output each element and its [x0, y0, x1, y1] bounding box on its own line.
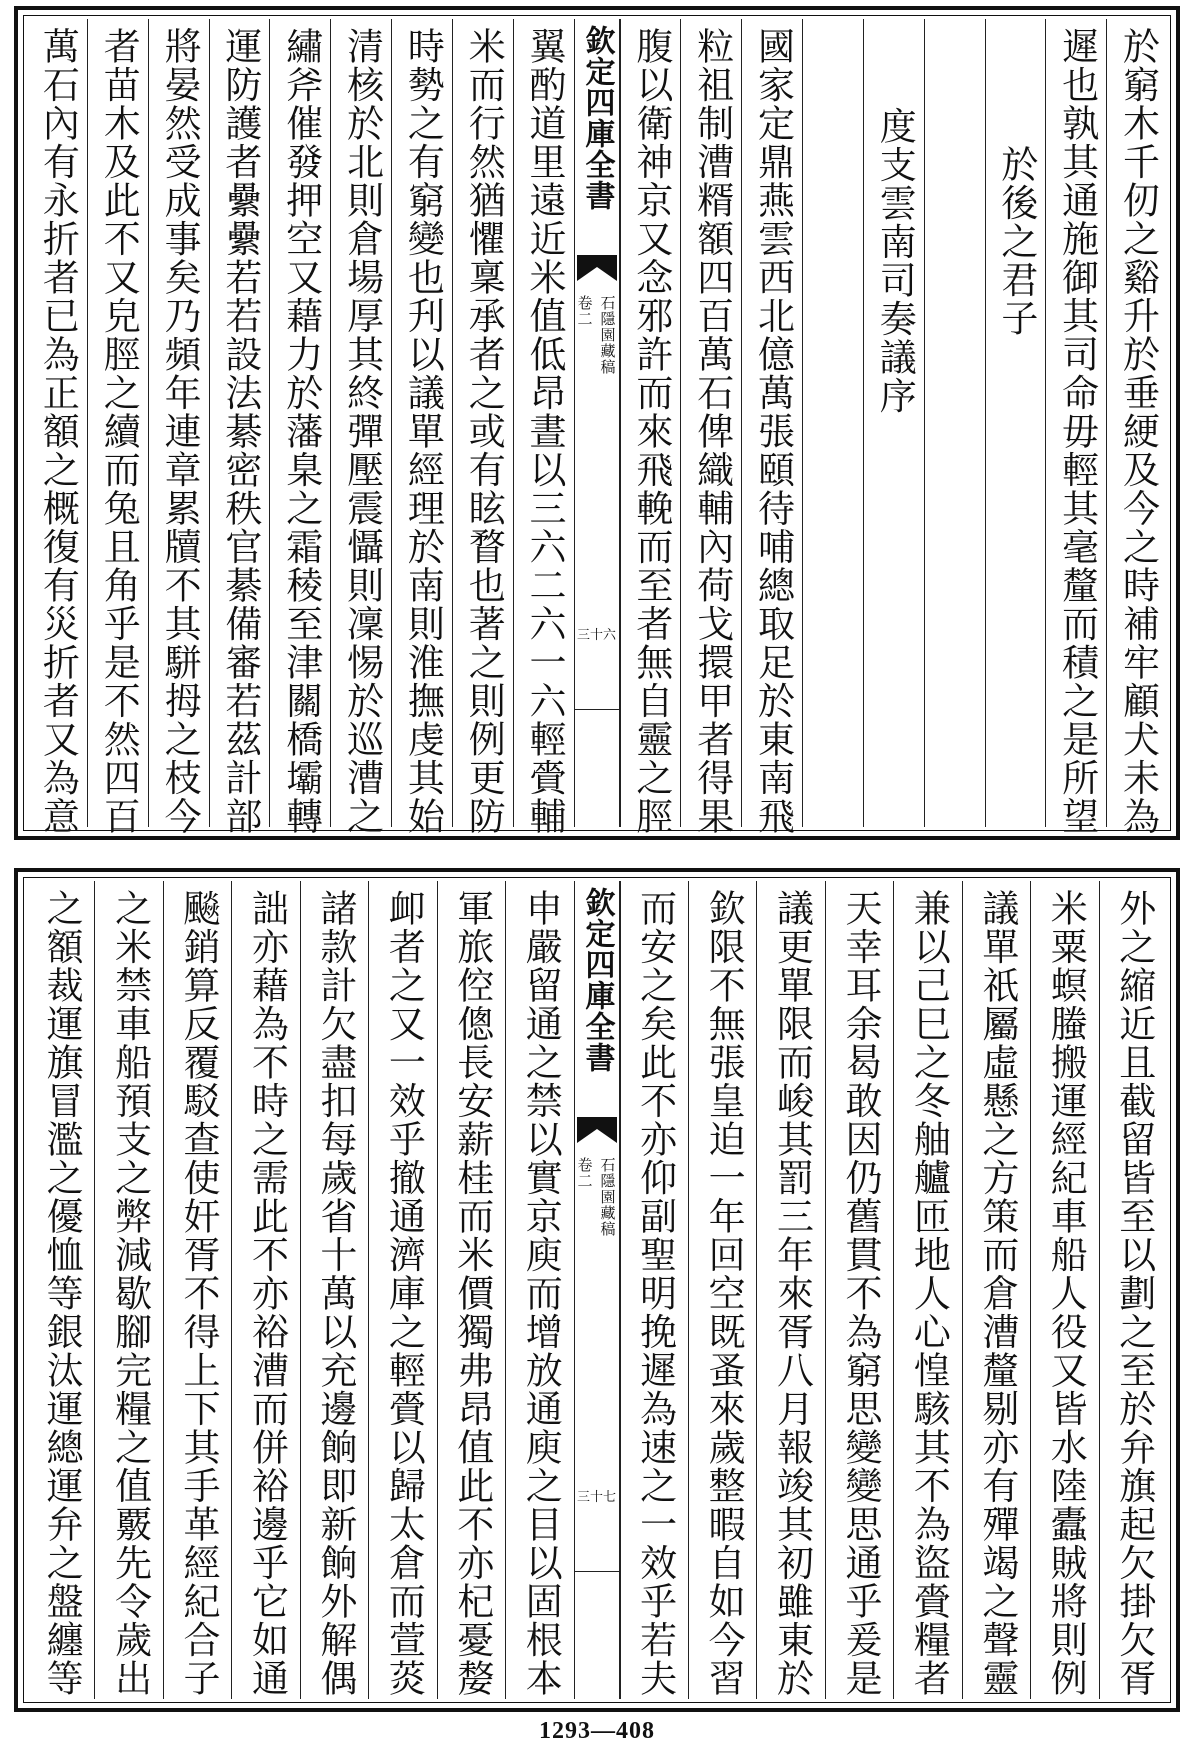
column-text: 諸款計欠盡扣每歲省十萬以充邊餉即新餉外解偶 — [313, 889, 357, 1698]
volume-label: 卷二 — [575, 1157, 594, 1189]
column-text: 米而行然猶懼稟承者之或有眩瞀也著之則例更防 — [462, 27, 506, 836]
page-top — [14, 6, 1180, 840]
page-top-columns — [27, 19, 1167, 836]
column-text: 翼酌道里遠近米值低昂晝以三六二六一六輕賫輔 — [523, 27, 567, 836]
text-column — [620, 19, 681, 836]
text-column — [269, 19, 330, 836]
column-text: 飈銷算反覆駁查使奸胥不得上下其手革經紀合子 — [177, 889, 221, 1698]
column-text: 之米禁車船預支之弊減歇腳完糧之值覈先令歲出 — [108, 889, 152, 1698]
text-column — [368, 881, 436, 1699]
text-column — [1106, 19, 1167, 836]
column-text: 腹以衛神京又念邪許而來飛輓而至者無自靈之脛 — [629, 27, 673, 836]
column-text: 於窮木千仞之谿升於垂綆及今之時補牢顧犬未為 — [1116, 27, 1160, 836]
center-fold-margin — [574, 19, 620, 827]
text-column — [741, 19, 802, 836]
text-column — [802, 19, 863, 827]
column-text: 兼以己巳之冬舳艫匝地人心惶駭其不為盜賫糧者 — [907, 889, 951, 1698]
margin-rule — [575, 1571, 619, 1572]
column-text: 卹者之又一效乎撤通濟庫之輕賫以歸太倉而萱菼 — [382, 889, 426, 1698]
text-column — [300, 881, 368, 1699]
page-footer-number: 1293—408 — [539, 1718, 655, 1744]
column-text: 議單祇屬虛懸之方策而倉漕釐剔亦有殫竭之聲靈 — [975, 889, 1019, 1698]
column-text: 外之縮近且截留皆至以劃之至於弁旗起欠掛欠胥 — [1112, 889, 1156, 1698]
book-title: 欽定四庫全書 — [579, 887, 615, 1073]
text-column — [437, 881, 505, 1699]
column-text: 之額裁運旗冒濫之優恤等銀汰運總運弁之盤纏等 — [40, 889, 84, 1698]
text-column — [924, 19, 985, 827]
column-text: 議更單限而峻其罰三年來胥八月報竣其初雖東於 — [770, 889, 814, 1698]
column-text: 欽限不無張皇迫一年回空既蚤來歲整暇自如今習 — [702, 889, 746, 1698]
folio-number: 三十七 — [576, 1490, 616, 1505]
column-text: 者苗木及此不又皃脛之續而兔且角乎是不然四百 — [97, 27, 141, 836]
text-column — [231, 881, 299, 1699]
text-column — [985, 19, 1046, 827]
fishtail-mark-icon — [577, 255, 617, 281]
volume-label: 卷二 — [575, 295, 594, 327]
text-column — [825, 881, 893, 1699]
text-column — [209, 19, 270, 836]
text-column — [962, 881, 1030, 1699]
text-column — [863, 19, 924, 827]
column-text: 度支雲南司奏議序 — [873, 107, 917, 415]
column-text: 米粟螟螣搬運經紀車船人役又皆水陸蠹賊將則例 — [1044, 889, 1088, 1698]
column-text: 將晏然受成事矣乃頻年連章累牘不其駢拇之枝今 — [158, 27, 202, 836]
fishtail-mark-icon — [577, 1117, 617, 1143]
column-text: 軍旅倥傯長安薪桂而米價獨弗昂值此不亦杞憂嫠 — [450, 889, 494, 1698]
text-column — [756, 881, 824, 1699]
margin-rule — [575, 709, 619, 710]
column-text: 而安之矣此不亦仰副聖明挽遲為速之一效乎若夫 — [633, 889, 677, 1698]
page-bottom-columns — [27, 881, 1167, 1699]
text-column — [27, 881, 94, 1699]
text-column — [27, 19, 87, 836]
text-column — [1099, 881, 1167, 1699]
column-text: 繡斧催發押空又藉力於藩臬之霜稜至津關橋壩轉 — [279, 27, 323, 836]
column-text: 遲也孰其通施御其司命毋輕其毫釐而積之是所望 — [1055, 27, 1099, 836]
column-text: 粒祖制漕糈額四百萬石俾織輔內荷戈擐甲者得果 — [690, 27, 734, 836]
text-column — [87, 19, 148, 836]
column-text: 申嚴留通之禁以實京庾而增放通庾之目以固根本 — [519, 889, 563, 1698]
column-text: 詘亦藉為不時之需此不亦裕漕而併裕邊乎它如通 — [245, 889, 289, 1698]
text-column — [330, 19, 391, 836]
text-column — [148, 19, 209, 836]
column-text: 於後之君子 — [994, 145, 1038, 338]
text-column — [391, 19, 452, 836]
collection-title: 石隱園藏稿 — [598, 295, 617, 375]
text-column — [513, 19, 574, 836]
text-column — [893, 881, 961, 1699]
column-text: 天幸耳余曷敢因仍舊貫不為窮思變變思通乎爰是 — [838, 889, 882, 1698]
text-column — [163, 881, 231, 1699]
book-title: 欽定四庫全書 — [579, 25, 615, 211]
page-bottom — [14, 868, 1180, 1712]
collection-title: 石隱園藏稿 — [598, 1157, 617, 1237]
column-text: 萬石內有永折者已為正額之概復有災折者又為意 — [36, 27, 80, 836]
text-column — [452, 19, 513, 836]
text-column — [505, 881, 573, 1699]
folio-number: 三十六 — [577, 628, 617, 643]
column-text: 清核於北則倉場厚其終彈壓震懾則凜惕於巡漕之 — [340, 27, 384, 836]
center-fold-margin — [574, 881, 620, 1699]
text-column — [620, 881, 688, 1699]
column-text: 國家定鼎燕雲西北億萬張頤待哺總取足於東南飛 — [751, 27, 795, 836]
text-column — [680, 19, 741, 836]
text-column — [94, 881, 162, 1699]
text-column — [1045, 19, 1106, 836]
column-text: 時勢之有窮變也刋以議單經理於南則淮撫虔其始 — [401, 27, 445, 836]
text-column — [688, 881, 756, 1699]
text-column — [1030, 881, 1098, 1699]
column-text: 運防護者纍纍若若設法綦密秩官綦備審若茲計部 — [218, 27, 262, 836]
